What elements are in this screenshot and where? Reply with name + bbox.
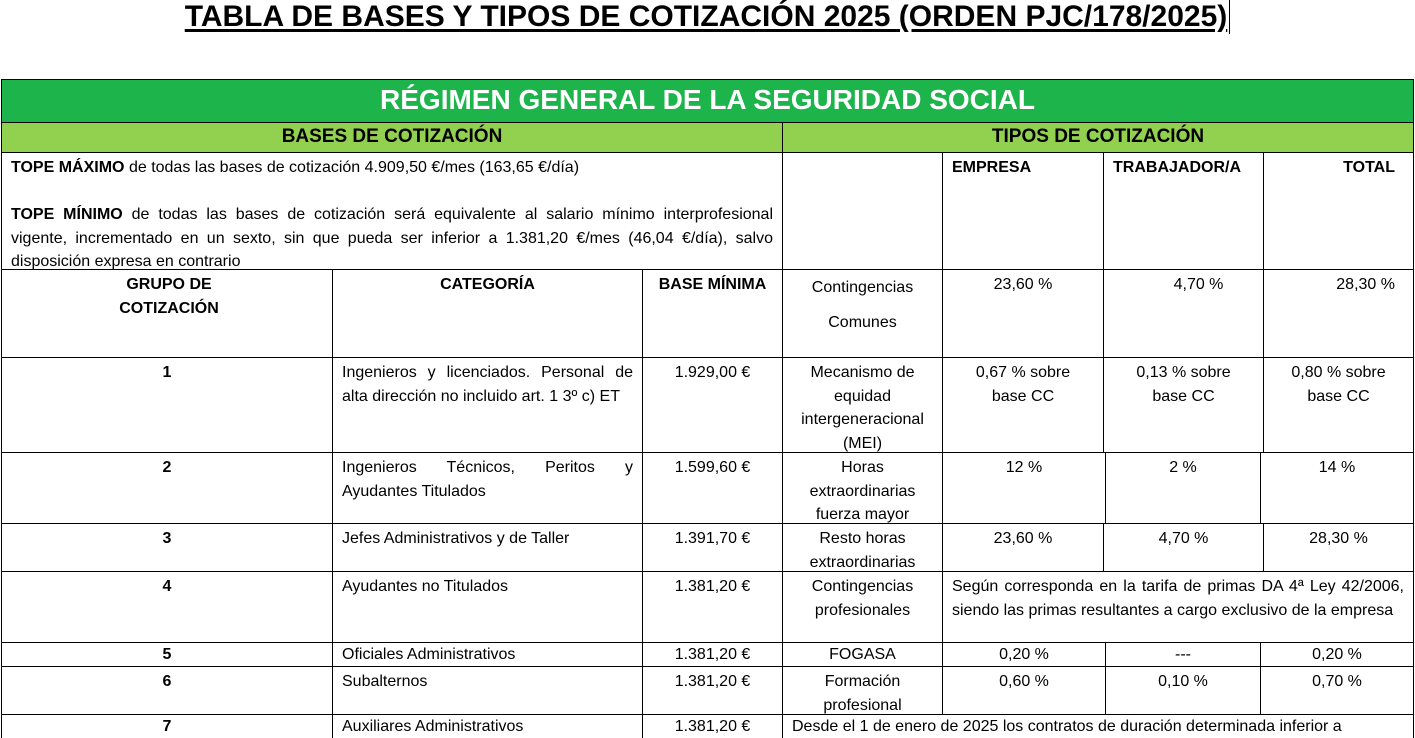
regime-title: RÉGIMEN GENERAL DE LA SEGURIDAD SOCIAL (1, 79, 1414, 123)
grupo-4: 4 (1, 572, 333, 643)
tipo-total-5: 0,20 % (1261, 643, 1414, 667)
grupo-7: 7 (1, 715, 333, 738)
tipo-trabajador-1: 0,13 % sobre base CC (1104, 358, 1264, 453)
categoria-2: Ingenieros Técnicos, Peritos y Ayudantes Titulados (333, 453, 643, 524)
nota-contratos-temporales: Desde el 1 de enero de 2025 los contratos de duración determinada inferior a (783, 715, 1414, 738)
tipo-concepto-3: Resto horas extraordinarias (783, 524, 943, 572)
grupo-2: 2 (1, 453, 333, 524)
base-1: 1.929,00 € (643, 358, 783, 453)
categoria-3: Jefes Administrativos y de Taller (333, 524, 643, 572)
base-3: 1.391,70 € (643, 524, 783, 572)
tipo-concepto-4: Contingencias profesionales (783, 572, 943, 643)
tipo-trabajador-2: 2 % (1106, 453, 1261, 524)
tipo-concepto-2: Horas extraordinarias fuerza mayor (783, 453, 943, 524)
tipo-empresa-3: 23,60 % (943, 524, 1104, 572)
tipo-total-6: 0,70 % (1261, 667, 1414, 715)
base-2: 1.599,60 € (643, 453, 783, 524)
tipo-concepto-5: FOGASA (783, 643, 943, 667)
tipo-empresa-5: 0,20 % (943, 643, 1106, 667)
categoria-1: Ingenieros y licenciados. Personal de alta dirección no incluido art. 1 3º c) ET (333, 358, 643, 453)
tipo-empresa-1: 0,67 % sobre base CC (943, 358, 1104, 453)
grupo-1: 1 (1, 358, 333, 453)
base-4: 1.381,20 € (643, 572, 783, 643)
grupo-6: 6 (1, 667, 333, 715)
tipo-concepto-1: Mecanismo de equidad intergeneracional (MEI) (783, 358, 943, 453)
tipo-total-3: 28,30 % (1264, 524, 1414, 572)
topes-cell (1, 153, 783, 270)
tipo-total-0: 28,30 % (1264, 270, 1414, 358)
tope-minimo: TOPE MÍNIMO de todas las bases de cotización será equivalente al salario mínimo interprofesional vigente, incrementado en un sexto, sin que pueda ser inferior a 1.381,20 €/mes (46,04 €/día), salvo disposición expresa en contrario (11, 206, 774, 270)
tipo-total-2: 14 % (1261, 453, 1414, 524)
base-6: 1.381,20 € (643, 667, 783, 715)
tipo-trabajador-6: 0,10 % (1106, 667, 1261, 715)
tipo-trabajador-0: 4,70 % (1104, 270, 1264, 358)
page-title: TABLA DE BASES Y TIPOS DE COTIZACIÓN 2025 (ORDEN PJC/178/2025) (0, 0, 1415, 38)
tipo-trabajador-5: --- (1106, 643, 1261, 667)
col-base-minima: BASE MÍNIMA (643, 270, 783, 358)
base-5: 1.381,20 € (643, 643, 783, 667)
tipo-empresa-0: 23,60 % (943, 270, 1104, 358)
tipo-concepto-6: Formación profesional (783, 667, 943, 715)
tipo-concepto-0: Contingencias Comunes (783, 270, 943, 358)
text-cursor (1229, 0, 1230, 34)
tipo-trabajador-3: 4,70 % (1104, 524, 1264, 572)
tope-maximo: TOPE MÁXIMO de todas las bases de cotización 4.909,50 €/mes (163,65 €/día) (11, 159, 580, 176)
tipos-header: TIPOS DE COTIZACIÓN (783, 123, 1414, 153)
grupo-3: 3 (1, 524, 333, 572)
col-grupo: GRUPO DE COTIZACIÓN (1, 270, 333, 358)
col-categoria: CATEGORÍA (333, 270, 643, 358)
tipo-total-1: 0,80 % sobre base CC (1264, 358, 1414, 453)
base-7: 1.381,20 € (643, 715, 783, 738)
col-total: TOTAL (1264, 153, 1414, 270)
bases-header: BASES DE COTIZACIÓN (1, 123, 783, 153)
col-trabajador: TRABAJADOR/A (1104, 153, 1264, 270)
col-empresa: EMPRESA (943, 153, 1104, 270)
categoria-7: Auxiliares Administrativos (333, 715, 643, 738)
grupo-5: 5 (1, 643, 333, 667)
tipos-blank-header (783, 153, 943, 270)
tipo-empresa-6: 0,60 % (943, 667, 1106, 715)
tipo-empresa-2: 12 % (943, 453, 1106, 524)
tipo-nota-contingencias-profesionales: Según corresponda en la tarifa de primas DA 4ª Ley 42/2006, siendo las primas resultantes a cargo exclusivo de la empresa (943, 572, 1414, 643)
categoria-6: Subalternos (333, 667, 643, 715)
categoria-5: Oficiales Administrativos (333, 643, 643, 667)
categoria-4: Ayudantes no Titulados (333, 572, 643, 643)
